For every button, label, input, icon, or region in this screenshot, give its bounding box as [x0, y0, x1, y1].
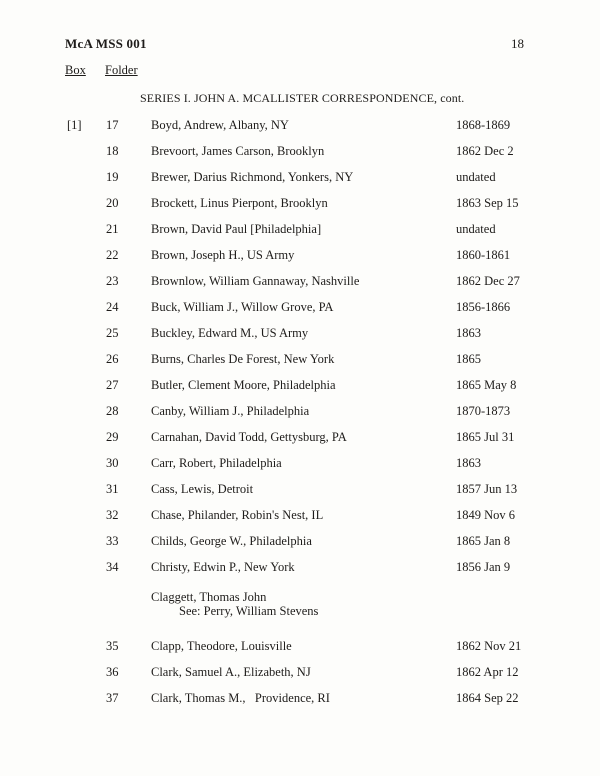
- folder-cell: 30: [106, 456, 119, 470]
- table-row: [0, 534, 600, 560]
- date-cell: undated: [456, 222, 496, 236]
- entry-name: Brown, David Paul [Philadelphia]: [151, 222, 322, 236]
- entry-name: Boyd, Andrew, Albany, NY: [151, 118, 289, 132]
- folder-cell: 21: [106, 222, 119, 236]
- name-cell: [151, 144, 451, 159]
- folder-cell: 28: [106, 404, 119, 418]
- folder-cell: 23: [106, 274, 119, 288]
- page-header: [65, 36, 524, 52]
- name-cell: [151, 300, 451, 315]
- table-row: [0, 222, 600, 248]
- table-row: [0, 248, 600, 274]
- table-row: [0, 300, 600, 326]
- entry-name: Carnahan, David Todd, Gettysburg, PA: [151, 430, 347, 444]
- folder-cell: 37: [106, 691, 119, 705]
- name-cell: [151, 248, 451, 263]
- table-row: [0, 456, 600, 482]
- name-cell: [151, 482, 451, 497]
- date-cell: 1865 May 8: [456, 378, 517, 392]
- name-cell: [151, 118, 451, 133]
- name-cell: [151, 222, 451, 237]
- date-cell: 1865 Jan 8: [456, 534, 511, 548]
- table-row: [0, 586, 600, 639]
- table-row: [0, 196, 600, 222]
- date-cell: 1860-1861: [456, 248, 511, 262]
- box-column-header: Box: [65, 63, 86, 77]
- folder-column-header: Folder: [105, 63, 138, 77]
- entry-name: Cass, Lewis, Detroit: [151, 482, 254, 496]
- table-row: [0, 352, 600, 378]
- entry-name: Brownlow, William Gannaway, Nashville: [151, 274, 360, 288]
- date-cell: 1864 Sep 22: [456, 691, 519, 705]
- entry-name: Clark, Thomas M., Providence, RI: [151, 691, 330, 705]
- name-cell: [151, 326, 451, 341]
- entry-name: Childs, George W., Philadelphia: [151, 534, 312, 548]
- entry-see-reference: See: Perry, William Stevens: [179, 604, 319, 618]
- folder-cell: 22: [106, 248, 119, 262]
- name-cell: [151, 378, 451, 393]
- entry-name: Claggett, Thomas John: [151, 590, 267, 604]
- entry-name: Clapp, Theodore, Louisville: [151, 639, 292, 653]
- table-row: [0, 404, 600, 430]
- name-cell: [151, 665, 451, 680]
- entry-name: Buck, William J., Willow Grove, PA: [151, 300, 334, 314]
- table-row: [0, 144, 600, 170]
- date-cell: 1868-1869: [456, 118, 511, 132]
- name-cell: [151, 170, 451, 185]
- date-cell: 1863: [456, 456, 481, 470]
- table-row: [0, 274, 600, 300]
- name-cell: [151, 196, 451, 211]
- date-cell: 1849 Nov 6: [456, 508, 516, 522]
- entry-name: Brown, Joseph H., US Army: [151, 248, 295, 262]
- folder-cell: 18: [106, 144, 119, 158]
- table-row: [0, 560, 600, 586]
- table-row: [0, 170, 600, 196]
- name-cell: [151, 590, 451, 618]
- folder-cell: 34: [106, 560, 119, 574]
- entry-name: Chase, Philander, Robin's Nest, IL: [151, 508, 324, 522]
- name-cell: [151, 639, 451, 654]
- date-cell: 1863: [456, 326, 481, 340]
- date-cell: 1862 Apr 12: [456, 665, 519, 679]
- date-cell: 1863 Sep 15: [456, 196, 519, 210]
- entry-name: Brockett, Linus Pierpont, Brooklyn: [151, 196, 328, 210]
- folder-cell: 27: [106, 378, 119, 392]
- table-row: [0, 378, 600, 404]
- folder-cell: 19: [106, 170, 119, 184]
- date-cell: 1865: [456, 352, 481, 366]
- date-cell: 1856 Jan 9: [456, 560, 511, 574]
- name-cell: [151, 274, 451, 289]
- entry-name: Christy, Edwin P., New York: [151, 560, 295, 574]
- name-cell: [151, 404, 451, 419]
- name-cell: [151, 560, 451, 575]
- name-cell: [151, 456, 451, 471]
- folder-cell: 29: [106, 430, 119, 444]
- table-row: [0, 665, 600, 691]
- date-cell: 1862 Dec 2: [456, 144, 514, 158]
- column-headers: [65, 63, 138, 78]
- folder-cell: 24: [106, 300, 119, 314]
- folder-cell: 35: [106, 639, 119, 653]
- date-cell: 1856-1866: [456, 300, 511, 314]
- box-cell: [1]: [67, 118, 82, 132]
- folder-cell: 25: [106, 326, 119, 340]
- table-row: [0, 639, 600, 665]
- entry-name: Canby, William J., Philadelphia: [151, 404, 310, 418]
- name-cell: [151, 352, 451, 367]
- table-row: [0, 430, 600, 456]
- folder-cell: 36: [106, 665, 119, 679]
- table-row: [0, 482, 600, 508]
- folder-cell: 32: [106, 508, 119, 522]
- name-cell: [151, 534, 451, 549]
- entry-name: Butler, Clement Moore, Philadelphia: [151, 378, 336, 392]
- table-row: [0, 118, 600, 144]
- name-cell: [151, 430, 451, 445]
- entry-name: Clark, Samuel A., Elizabeth, NJ: [151, 665, 311, 679]
- page-number: 18: [511, 36, 524, 51]
- date-cell: 1870-1873: [456, 404, 511, 418]
- series-title: SERIES I. JOHN A. MCALLISTER CORRESPONDENCE, cont.: [140, 91, 465, 105]
- date-cell: undated: [456, 170, 496, 184]
- name-cell: [151, 508, 451, 523]
- folder-cell: 33: [106, 534, 119, 548]
- folder-cell: 26: [106, 352, 119, 366]
- entry-name: Burns, Charles De Forest, New York: [151, 352, 335, 366]
- folder-cell: 20: [106, 196, 119, 210]
- date-cell: 1862 Dec 27: [456, 274, 520, 288]
- name-cell: [151, 691, 451, 706]
- folder-cell: 31: [106, 482, 119, 496]
- date-cell: 1865 Jul 31: [456, 430, 515, 444]
- table-row: [0, 691, 600, 717]
- table-row: [0, 508, 600, 534]
- collection-id: McA MSS 001: [65, 36, 147, 51]
- table-row: [0, 326, 600, 352]
- entry-name: Buckley, Edward M., US Army: [151, 326, 309, 340]
- entries-list: [0, 118, 600, 717]
- entry-name: Brewer, Darius Richmond, Yonkers, NY: [151, 170, 354, 184]
- date-cell: 1857 Jun 13: [456, 482, 518, 496]
- folder-cell: 17: [106, 118, 119, 132]
- date-cell: 1862 Nov 21: [456, 639, 522, 653]
- entry-name: Brevoort, James Carson, Brooklyn: [151, 144, 325, 158]
- entry-name: Carr, Robert, Philadelphia: [151, 456, 282, 470]
